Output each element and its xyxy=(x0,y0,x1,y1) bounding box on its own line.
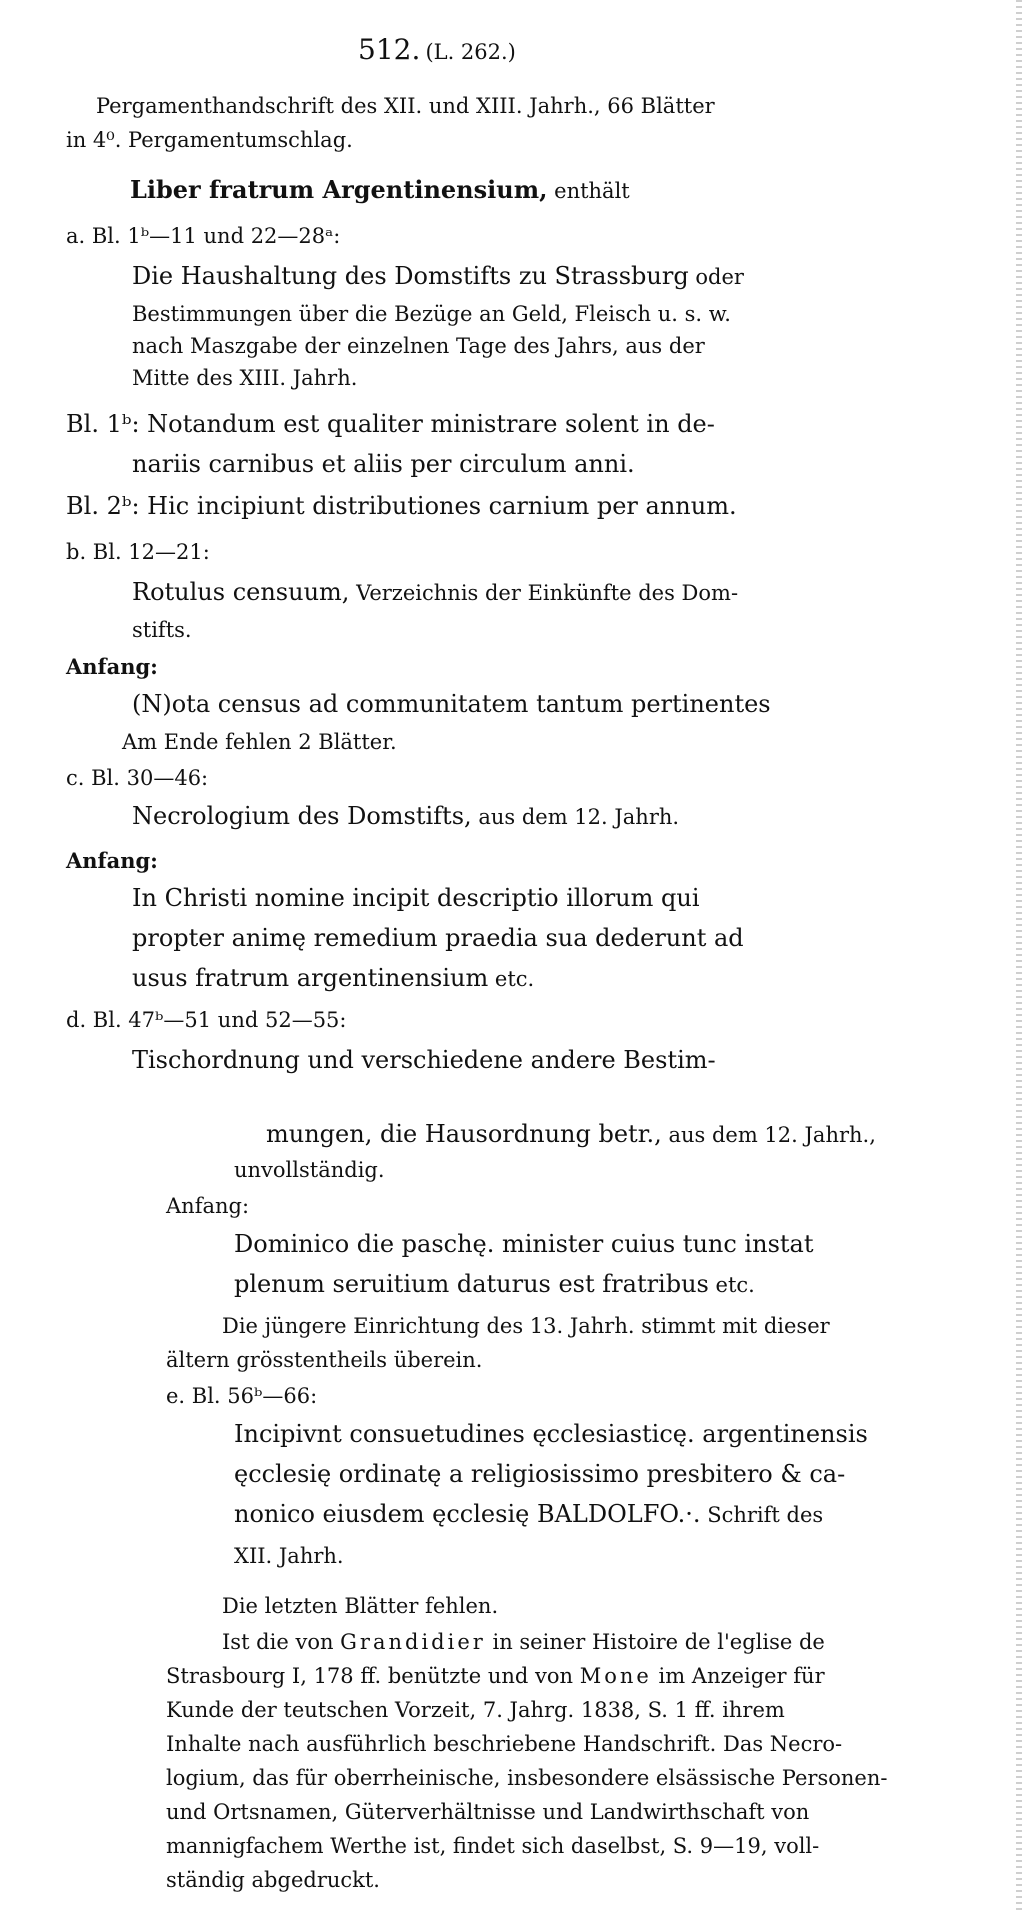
line: ęcclesię ordinatę a religiosissimo presbitero & ca- xyxy=(234,1460,846,1488)
page-header xyxy=(358,33,516,66)
line: Am Ende fehlen 2 Blätter. xyxy=(122,730,397,754)
line: logium, das für oberrheinische, insbesondere elsässische Personen- xyxy=(166,1766,888,1790)
title-line: Liber fratrum Argentinensium, enthält xyxy=(130,175,630,204)
line: Tischordnung und verschiedene andere Bestim- xyxy=(132,1046,716,1074)
line: und Ortsnamen, Güterverhältnisse und Landwirthschaft von xyxy=(166,1800,810,1824)
line: mannigfachem Werthe ist, findet sich daselbst, S. 9—19, voll- xyxy=(166,1834,820,1858)
line: Strasbourg I, 178 ff. benützte und von Mone im Anzeiger für xyxy=(166,1664,825,1688)
line: XII. Jahrh. xyxy=(234,1544,344,1568)
line: mungen, die Hausordnung betr., aus dem 12. Jahrh., xyxy=(266,1120,876,1148)
line: Necrologium des Domstifts, aus dem 12. Jahrh. xyxy=(132,802,680,830)
line: Dominico die paschę. minister cuius tunc instat xyxy=(234,1230,814,1258)
catalogue-ref: (L. 262.) xyxy=(425,40,516,64)
line: stifts. xyxy=(132,618,192,642)
line: Incipivnt consuetudines ęcclesiasticę. argentinensis xyxy=(234,1420,868,1448)
section-heading: c. Bl. 30—46: xyxy=(66,766,209,790)
line: nariis carnibus et aliis per circulum anni. xyxy=(132,450,635,478)
section-heading: a. Bl. 1ᵇ—11 und 22—28ᵃ: xyxy=(66,224,341,248)
manuscript-title: Liber fratrum Argentinensium, xyxy=(130,175,548,204)
line: usus fratrum argentinensium etc. xyxy=(132,964,535,992)
line: in 4⁰. Pergamentumschlag. xyxy=(66,128,353,152)
line: Pergamenthandschrift des XII. und XIII. Jahrh., 66 Blätter xyxy=(96,94,715,118)
line: Inhalte nach ausführlich beschriebene Handschrift. Das Necro- xyxy=(166,1732,843,1756)
line: Die letzten Blätter fehlen. xyxy=(222,1594,499,1618)
line: ältern grösstentheils überein. xyxy=(166,1348,483,1372)
line: ständig abgedruckt. xyxy=(166,1868,380,1892)
section-heading: d. Bl. 47ᵇ—51 und 52—55: xyxy=(66,1008,347,1032)
line: Ist die von Grandidier in seiner Histoire de l'eglise de xyxy=(222,1630,825,1654)
line: propter animę remedium praedia sua dederunt ad xyxy=(132,924,744,952)
line: Bestimmungen über die Bezüge an Geld, Fleisch u. s. w. xyxy=(132,302,731,326)
label-anfang: Anfang: xyxy=(66,654,158,679)
label-anfang: Anfang: xyxy=(66,848,158,873)
scan-edge-strip xyxy=(1016,0,1022,1913)
section-heading: b. Bl. 12—21: xyxy=(66,540,210,564)
line: Die jüngere Einrichtung des 13. Jahrh. stimmt mit dieser xyxy=(222,1314,830,1338)
line: (N)ota census ad communitatem tantum pertinentes xyxy=(132,690,771,718)
line: Bl. 2ᵇ: Hic incipiunt distributiones carnium per annum. xyxy=(66,492,737,520)
label-anfang: Anfang: xyxy=(166,1194,250,1218)
line: Mitte des XIII. Jahrh. xyxy=(132,366,358,390)
page-number: 512. xyxy=(358,33,421,66)
line: Rotulus censuum, Verzeichnis der Einkünfte des Dom- xyxy=(132,578,739,606)
section-heading: e. Bl. 56ᵇ—66: xyxy=(166,1384,318,1408)
line: Bl. 1ᵇ: Notandum est qualiter ministrare solent in de- xyxy=(66,410,715,438)
line: plenum seruitium daturus est fratribus etc. xyxy=(234,1270,755,1298)
author-name: Mone xyxy=(579,1664,652,1688)
author-name: Grandidier xyxy=(340,1630,486,1654)
line: nach Maszgabe der einzelnen Tage des Jahrs, aus der xyxy=(132,334,705,358)
line: In Christi nomine incipit descriptio illorum qui xyxy=(132,884,700,912)
line: Kunde der teutschen Vorzeit, 7. Jahrg. 1838, S. 1 ff. ihrem xyxy=(166,1698,785,1722)
line: nonico eiusdem ęcclesię BALDOLFO.·. Schrift des xyxy=(234,1500,824,1528)
line: Die Haushaltung des Domstifts zu Strassburg oder xyxy=(132,262,744,290)
line: unvollständig. xyxy=(234,1158,385,1182)
